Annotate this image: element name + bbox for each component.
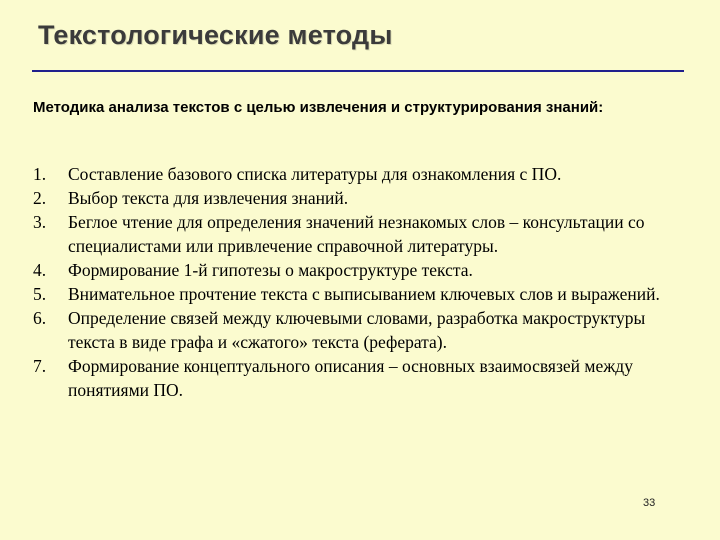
intro-text: Методика анализа текстов с целью извлечения и структурирования знаний: (33, 99, 604, 116)
list-item-text: Выбор текста для извлечения знаний. (68, 188, 349, 208)
list-item-text: Определение связей между ключевыми словами, разработка макроструктуры текста в виде графа и «сжатого» текста (реферата). (68, 308, 646, 352)
list-item-number: 6. (33, 308, 47, 328)
list-item (33, 258, 683, 282)
list-item (33, 306, 683, 354)
list-item-number: 4. (33, 260, 47, 280)
list-item-text: Формирование концептуального описания – основных взаимосвязей между понятиями ПО. (68, 356, 633, 400)
title-divider (32, 70, 684, 72)
list-item (33, 210, 683, 258)
list-item-text: Беглое чтение для определения значений незнакомых слов – консультации со специалистами или привлечение справочной литературы. (68, 212, 645, 256)
list-item-text: Формирование 1-й гипотезы о макроструктуре текста. (68, 260, 473, 280)
list-item-number: 2. (33, 188, 47, 208)
list-item-number: 5. (33, 284, 47, 304)
page-number: 33 (643, 497, 656, 509)
list-item (33, 354, 683, 402)
list-item-number: 1. (33, 164, 47, 184)
slide-title: Текстологические методы (38, 20, 393, 50)
list-item (33, 282, 683, 306)
list-item (33, 186, 683, 210)
list-item-number: 3. (33, 212, 47, 232)
list-item-number: 7. (33, 356, 47, 376)
list-item-text: Внимательное прочтение текста с выписыванием ключевых слов и выражений. (68, 284, 660, 304)
steps-list (33, 162, 683, 402)
list-item (33, 162, 683, 186)
list-item-text: Составление базового списка литературы для ознакомления с ПО. (68, 164, 562, 184)
